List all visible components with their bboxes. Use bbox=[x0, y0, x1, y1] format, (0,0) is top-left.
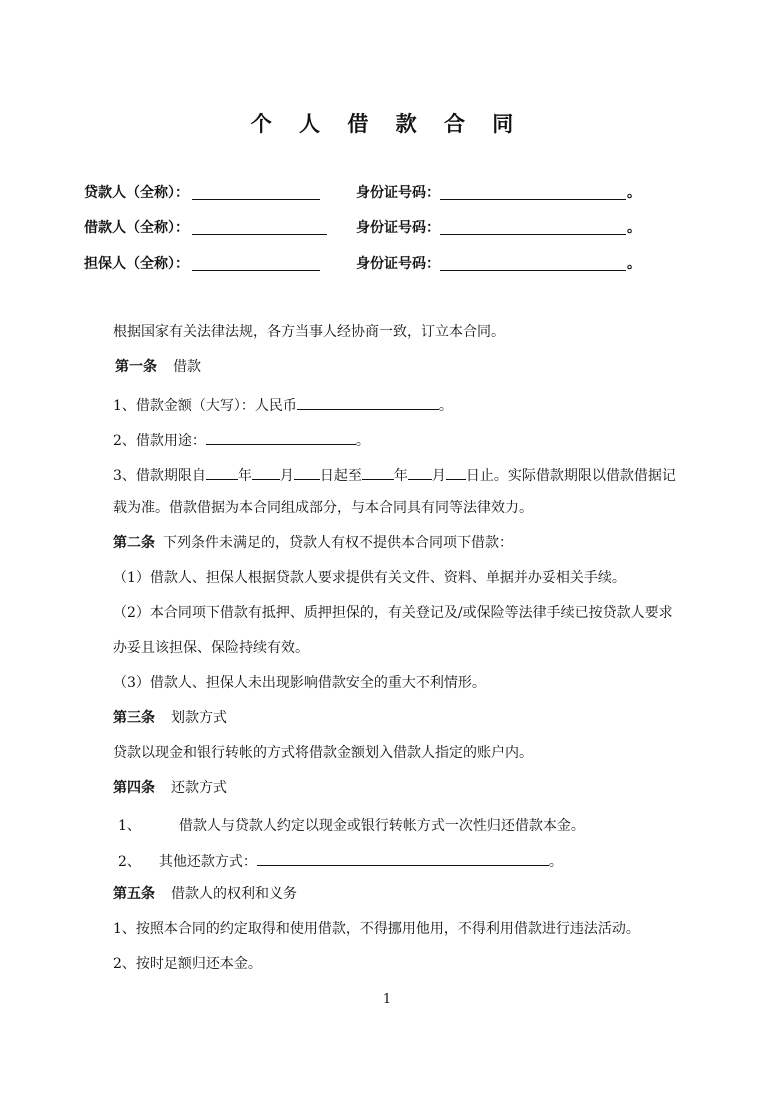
year-blank bbox=[362, 464, 394, 480]
item-text: 2、借款用途： bbox=[113, 433, 206, 449]
article-number: 第三条 bbox=[113, 710, 155, 726]
repayment-1 bbox=[118, 816, 585, 836]
period: 。 bbox=[627, 220, 641, 236]
item-number: 2、 bbox=[118, 854, 141, 870]
article-number: 第一条 bbox=[115, 359, 157, 375]
id-blank bbox=[440, 199, 626, 200]
article-1-item-3-continued: 载为准。借款借据为本合同组成部分，与本合同具有同等法律效力。 bbox=[113, 500, 533, 516]
condition-3: （3）借款人、担保人未出现影响借款安全的重大不利情形。 bbox=[113, 675, 486, 691]
article-number: 第二条 bbox=[113, 535, 155, 551]
id-label: 身份证号码： bbox=[356, 185, 440, 201]
month-label: 月 bbox=[431, 468, 446, 484]
period: 。 bbox=[438, 398, 453, 414]
condition-1: （1）借款人、担保人根据贷款人要求提供有关文件、资料、单据并办妥相关手续。 bbox=[113, 570, 626, 586]
article-3-text: 贷款以现金和银行转帐的方式将借款金额划入借款人指定的账户内。 bbox=[113, 745, 533, 761]
other-method-blank bbox=[257, 850, 549, 866]
document-title: 个 人 借 款 合 同 bbox=[250, 112, 524, 136]
article-1-item-2 bbox=[113, 429, 370, 451]
purpose-blank bbox=[206, 429, 356, 445]
item-text: 其他还款方式： bbox=[158, 854, 257, 870]
day-from-label: 日起至 bbox=[319, 468, 362, 484]
article-number: 第五条 bbox=[113, 886, 155, 902]
month-blank bbox=[408, 464, 432, 480]
year-label: 年 bbox=[237, 468, 252, 484]
period: 。 bbox=[548, 854, 563, 870]
party-guarantor bbox=[84, 253, 644, 273]
name-blank bbox=[192, 234, 327, 235]
article-5-heading bbox=[113, 884, 297, 904]
item-text: 日止。实际借款期限以借款借据记 bbox=[465, 468, 676, 484]
name-blank bbox=[192, 199, 320, 200]
obligation-1: 1、按照本合同的约定取得和使用借款，不得挪用他用，不得利用借款进行违法活动。 bbox=[113, 921, 640, 937]
repayment-2 bbox=[118, 850, 563, 872]
id-label: 身份证号码： bbox=[356, 256, 440, 272]
day-blank bbox=[294, 464, 320, 480]
party-lender bbox=[84, 182, 644, 202]
month-blank bbox=[252, 464, 280, 480]
article-1-item-3 bbox=[113, 464, 676, 486]
item-text: 3、借款期限自 bbox=[113, 468, 206, 484]
period: 。 bbox=[627, 185, 641, 201]
party-label: 担保人（全称）： bbox=[84, 256, 189, 272]
article-title: 借款 bbox=[173, 359, 201, 375]
id-blank bbox=[440, 270, 626, 271]
item-number: 1、 bbox=[118, 818, 141, 834]
article-1-heading bbox=[115, 357, 201, 377]
day-blank bbox=[446, 464, 466, 480]
article-title: 下列条件未满足的，贷款人有权不提供本合同项下借款： bbox=[163, 535, 513, 551]
article-4-heading bbox=[113, 778, 227, 798]
party-label: 借款人（全称）： bbox=[84, 220, 189, 236]
article-1-item-1 bbox=[113, 394, 453, 416]
condition-2-continued: 办妥且该担保、保险持续有效。 bbox=[113, 640, 309, 656]
period: 。 bbox=[355, 433, 370, 449]
article-number: 第四条 bbox=[113, 780, 155, 796]
article-3-heading bbox=[113, 708, 227, 728]
article-title: 借款人的权利和义务 bbox=[171, 886, 297, 902]
article-title: 划款方式 bbox=[171, 710, 227, 726]
amount-blank bbox=[297, 394, 439, 410]
obligation-2: 2、按时足额归还本金。 bbox=[113, 956, 262, 972]
year-label: 年 bbox=[393, 468, 408, 484]
article-2-heading bbox=[113, 533, 513, 553]
id-blank bbox=[440, 234, 626, 235]
id-label: 身份证号码： bbox=[356, 220, 440, 236]
intro-paragraph: 根据国家有关法律法规，各方当事人经协商一致，订立本合同。 bbox=[113, 324, 505, 340]
article-title: 还款方式 bbox=[171, 780, 227, 796]
party-label: 贷款人（全称）： bbox=[84, 185, 189, 201]
year-blank bbox=[206, 464, 238, 480]
name-blank bbox=[192, 270, 320, 271]
page-number: 1 bbox=[382, 992, 392, 1007]
condition-2: （2）本合同项下借款有抵押、质押担保的，有关登记及/或保险等法律手续已按贷款人要求 bbox=[113, 605, 673, 621]
item-text: 借款人与贷款人约定以现金或银行转帐方式一次性归还借款本金。 bbox=[178, 818, 585, 834]
item-text: 1、借款金额（大写）：人民币 bbox=[113, 398, 297, 414]
party-borrower bbox=[84, 217, 644, 237]
period: 。 bbox=[627, 256, 641, 272]
month-label: 月 bbox=[279, 468, 294, 484]
